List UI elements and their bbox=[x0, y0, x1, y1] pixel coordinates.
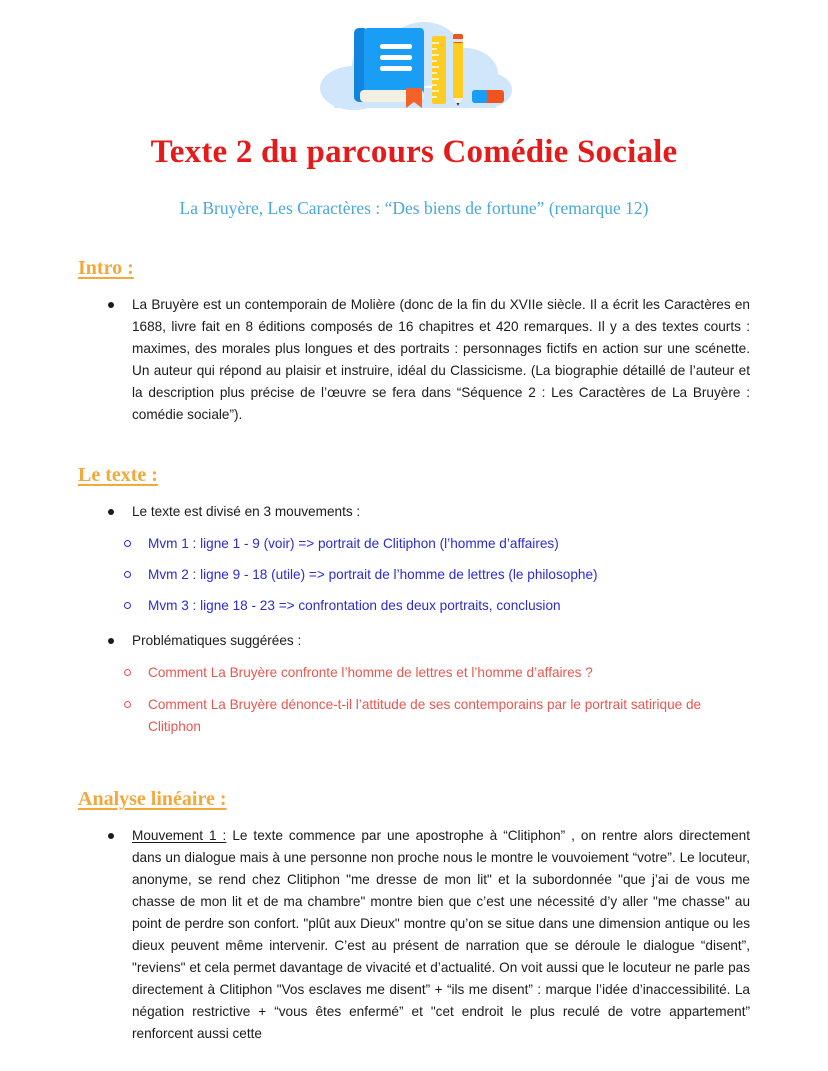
list-item bbox=[122, 694, 750, 738]
mouvement-2-text: Mvm 2 : ligne 9 - 18 (utile) => portrait de l’homme de lettres (le philosophe) bbox=[148, 567, 598, 583]
section-intro bbox=[78, 219, 750, 426]
mouvements-sublist bbox=[78, 533, 750, 616]
intro-paragraph: La Bruyère est un contemporain de Molière (donc de la fin du XVIIe siècle. Il a écrit les Caractères en 1688, livre fait en 8 éditions composés de 16 chapitres et 420 remarques. Il y a des textes courts : maximes, des morales plus longues et des portraits : personnages fictifs en action sur une scénette. Un auteur qui répond au plaisir et instruire, idéal du Classicisme. (La biographie détaillé de l’auteur et la description plus précise de l’œuvre se fera dans “Séquence 2 : Les Caractères de La Bruyère : comédie sociale”). bbox=[132, 296, 750, 423]
mouvements-intro-text: Le texte est divisé en 3 mouvements : bbox=[132, 504, 361, 520]
book-ruler-pencil-eraser-icon bbox=[314, 16, 514, 112]
list-item bbox=[122, 595, 750, 616]
mouvement-1-label: Mouvement 1 : bbox=[132, 828, 227, 844]
analyse-paragraph bbox=[132, 825, 750, 1045]
section-heading-le-texte: Le texte : bbox=[78, 464, 158, 487]
analyse-bullet-list bbox=[78, 825, 750, 1045]
problematique-1-text: Comment La Bruyère confronte l’homme de lettres et l’homme d’affaires ? bbox=[148, 665, 593, 681]
mouvement-1-text: Mvm 1 : ligne 1 - 9 (voir) => portrait de Clitiphon (l’homme d’affaires) bbox=[148, 536, 559, 552]
problematiques-bullet-list bbox=[78, 630, 750, 652]
section-analyse-lineaire bbox=[78, 748, 750, 1045]
problematiques-intro-text: Problématiques suggérées : bbox=[132, 633, 302, 649]
list-item bbox=[122, 662, 750, 684]
header-illustration-container bbox=[78, 0, 750, 112]
problematique-2-text: Comment La Bruyère dénonce-t-il l’attitude de ses contemporains par le portrait satirique de Clitiphon bbox=[148, 697, 702, 735]
mouvement-3-text: Mvm 3 : ligne 18 - 23 => confrontation des deux portraits, conclusion bbox=[148, 598, 561, 614]
section-heading-intro: Intro : bbox=[78, 256, 134, 279]
list-item bbox=[106, 294, 750, 426]
mouvement-1-body: Le texte commence par une apostrophe à “Clitiphon” , on rentre alors directement dans un dialogue mais à une personne non proche nous le montre le vouvoiement “votre”. Le locuteur, anonyme, se rend chez Clitiphon "me dresse de mon lit" et la subordonnée "que j’ai de vous me chasse de mon lit et de ma chambre" montre bien que c’est une nécessité d’y aller "me chasse" au point de perdre son confort. "plût aux Dieux" montre qu’on se situe dans une dimension antique ou les dieux peuvent même intervenir. C’est au présent de narration que se déroule le dialogue “disent”, "reviens" et cela permet davantage de vivacité et d’actualité. On voit aussi que le locuteur ne parle pas directement à Clitiphon "Vos esclaves me disent” + “ils me disent” : marque l’idée d’inaccessibilité. La négation restrictive + “vous êtes enfermé” et "cet endroit le plus reculé de votre appartement” renforcent aussi cette bbox=[132, 828, 750, 1042]
list-item bbox=[106, 630, 750, 652]
problematiques-sublist bbox=[78, 662, 750, 738]
intro-bullet-list bbox=[78, 294, 750, 426]
section-le-texte bbox=[78, 428, 750, 738]
section-heading-analyse: Analyse linéaire : bbox=[78, 788, 227, 811]
page-title: Texte 2 du parcours Comédie Sociale bbox=[150, 134, 678, 170]
page-subtitle: La Bruyère, Les Caractères : “Des biens de fortune” (remarque 12) bbox=[179, 197, 649, 218]
mouvements-bullet-list bbox=[78, 501, 750, 523]
list-item bbox=[106, 501, 750, 523]
list-item bbox=[122, 533, 750, 554]
list-item bbox=[122, 564, 750, 585]
list-item bbox=[106, 825, 750, 1045]
